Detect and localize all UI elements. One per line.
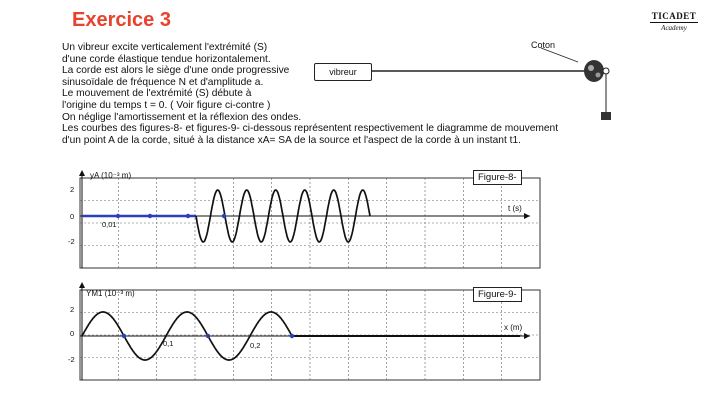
figure-8-marker	[186, 214, 190, 218]
statement-line: l'origine du temps t = 0. ( Voir figure ci-contre )	[62, 99, 271, 111]
statement-line: sinusoïdale de fréquence N et d'amplitude a.	[62, 76, 264, 88]
figure-9-marker	[122, 334, 126, 338]
figure-9-ylabel: YM1 (10⁻³ m)	[86, 289, 135, 298]
figure-9-xtick: 0,2	[250, 341, 261, 350]
figure-8-xlabel: t (s)	[508, 204, 522, 213]
statement-line: Un vibreur excite verticalement l'extrémité (S)	[62, 42, 268, 53]
statement-line: Le mouvement de l'extrémité (S) débute à	[62, 88, 252, 100]
figure-8-ytick: 0	[70, 212, 75, 221]
figure-8-y-axis-arrow	[79, 170, 85, 176]
figure-8-ytick: -2	[68, 237, 75, 246]
figure-9-xlabel: x (m)	[504, 323, 523, 332]
figure-8-marker	[116, 214, 120, 218]
figure-9-ytick: 0	[70, 329, 75, 338]
logo-name: TICADET	[651, 11, 697, 21]
figure-8-xtick: 0,01	[102, 220, 117, 229]
figure-9-xtick: 0,1	[163, 339, 174, 348]
figure-9-ytick: -2	[68, 355, 75, 364]
vibreur-label: vibreur	[329, 67, 357, 77]
figure-9-marker	[206, 334, 210, 338]
figure-8-label: Figure-8-	[473, 170, 522, 185]
figure-8-ylabel: yA (10⁻³ m)	[90, 171, 132, 180]
statement-line: La corde est alors le siège d'une onde progressive	[62, 65, 290, 77]
statement-line: d'une corde élastique tendue horizontalement.	[62, 53, 271, 65]
figure-9-marker	[290, 334, 294, 338]
figure-8-marker	[222, 214, 226, 218]
coton-label: Coton	[531, 40, 556, 50]
figure-9-label: Figure-9-	[473, 287, 522, 302]
figure-8-ytick: 2	[70, 185, 75, 194]
figure-9-y-axis-arrow	[79, 282, 85, 288]
figure-9-x-axis-arrow	[524, 333, 530, 339]
logo-subtitle: Academy	[661, 24, 687, 32]
figure-8-time-axis-arrow	[524, 213, 530, 219]
statement-line: d'un point A de la corde, situé à la distance xA= SA de la source et l'aspect de la corde à un instant t1.	[62, 134, 521, 146]
exercise-title: Exercice 3	[72, 9, 171, 31]
statement-line: On néglige l'amortissement et la réflexion des ondes.	[62, 111, 302, 123]
figure-9-ytick: 2	[70, 305, 75, 314]
figure-8-marker	[148, 214, 152, 218]
statement-line: Les courbes des figures-8- et figures-9- ci-dessous représentent respectivement le diagramme de mouvement	[62, 123, 559, 135]
